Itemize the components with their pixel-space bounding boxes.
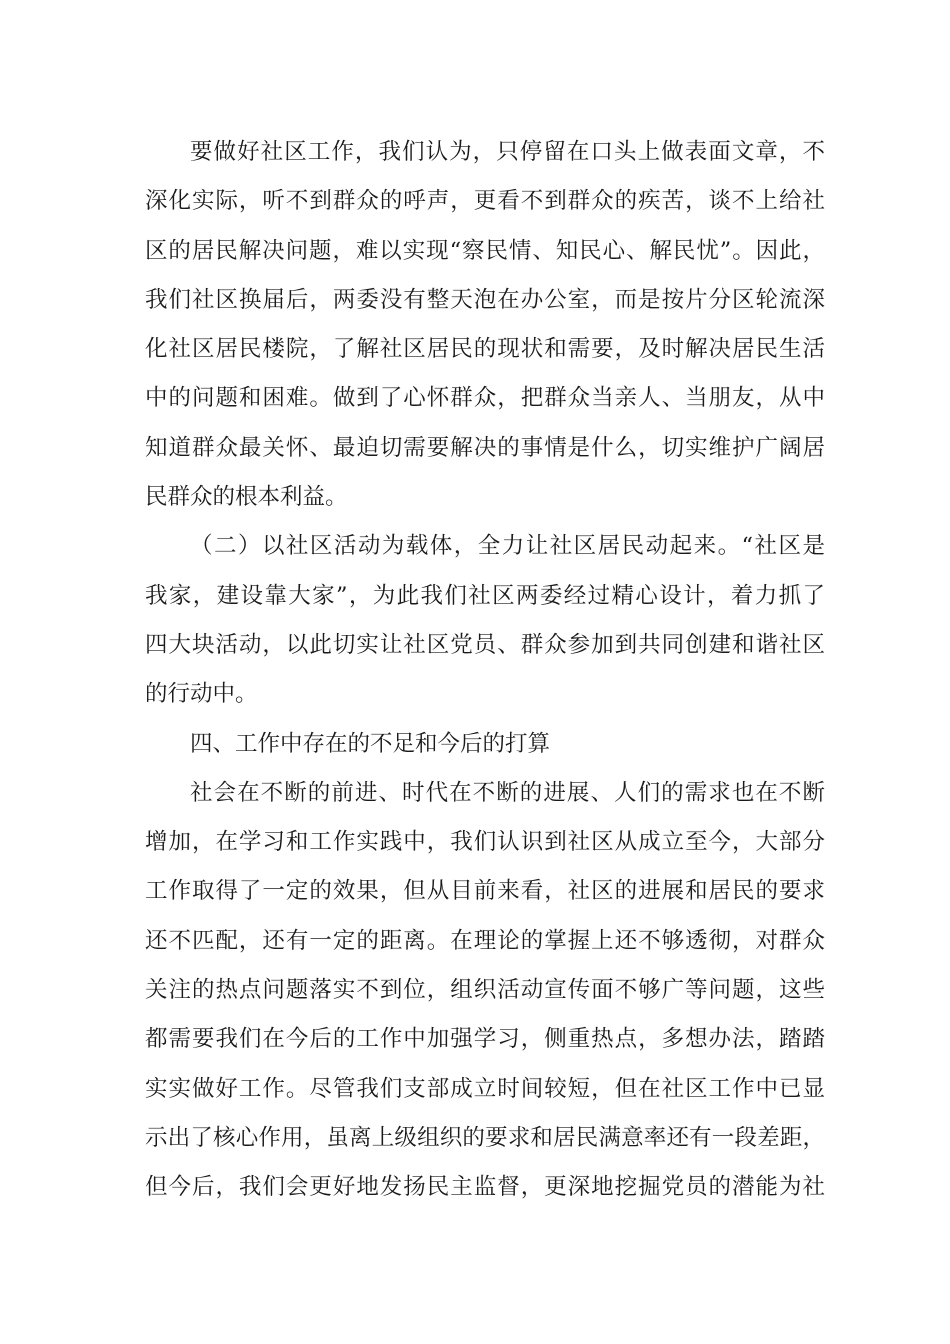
text-line: 工作取得了一定的效果，但从目前来看，社区的进展和居民的要求 [145, 878, 825, 905]
section-heading: 四、工作中存在的不足和今后的打算 [190, 730, 551, 757]
document-body [145, 128, 825, 1213]
text-line: 还不匹配，还有一定的距离。在理论的掌握上还不够透彻，对群众 [145, 927, 825, 954]
text-line: 实实做好工作。尽管我们支部成立时间较短，但在社区工作中已显 [145, 1075, 825, 1102]
text-line: 知道群众最关怀、最迫切需要解决的事情是什么，切实维护广阔居 [145, 434, 825, 461]
text-line: 都需要我们在今后的工作中加强学习，侧重热点，多想办法，踏踏 [145, 1026, 825, 1053]
text-line: 的行动中。 [145, 681, 258, 708]
text-line: 增加，在学习和工作实践中，我们认识到社区从成立至今，大部分 [145, 829, 825, 856]
text-line: 深化实际，听不到群众的呼声，更看不到群众的疾苦，谈不上给社 [145, 188, 825, 215]
text-line: 示出了核心作用，虽离上级组织的要求和居民满意率还有一段差距， [145, 1124, 825, 1151]
text-line: 中的问题和困难。做到了心怀群众，把群众当亲人、当朋友，从中 [145, 385, 825, 412]
text-line: 民群众的根本利益。 [145, 484, 348, 511]
text-line: 要做好社区工作，我们认为，只停留在口头上做表面文章，不 [190, 139, 825, 165]
text-line: 化社区居民楼院，了解社区居民的现状和需要，及时解决居民生活 [145, 336, 825, 363]
text-line: 四大块活动，以此切实让社区党员、群众参加到共同创建和谐社区 [145, 631, 825, 658]
text-line: 区的居民解决问题，难以实现“察民情、知民心、解民忧”。因此， [145, 237, 825, 264]
text-line: 社会在不断的前进、时代在不断的进展、人们的需求也在不断 [190, 779, 825, 806]
text-line: （二）以社区活动为载体，全力让社区居民动起来。“社区是 [190, 533, 825, 560]
text-line: 关注的热点问题落实不到位，组织活动宣传面不够广等问题，这些 [145, 977, 825, 1004]
text-line: 但今后，我们会更好地发扬民主监督，更深地挖掘党员的潜能为社 [145, 1174, 825, 1201]
text-line: 我们社区换届后，两委没有整天泡在办公室，而是按片分区轮流深 [145, 286, 825, 313]
text-line: 我家，建设靠大家”，为此我们社区两委经过精心设计，着力抓了 [145, 582, 825, 609]
